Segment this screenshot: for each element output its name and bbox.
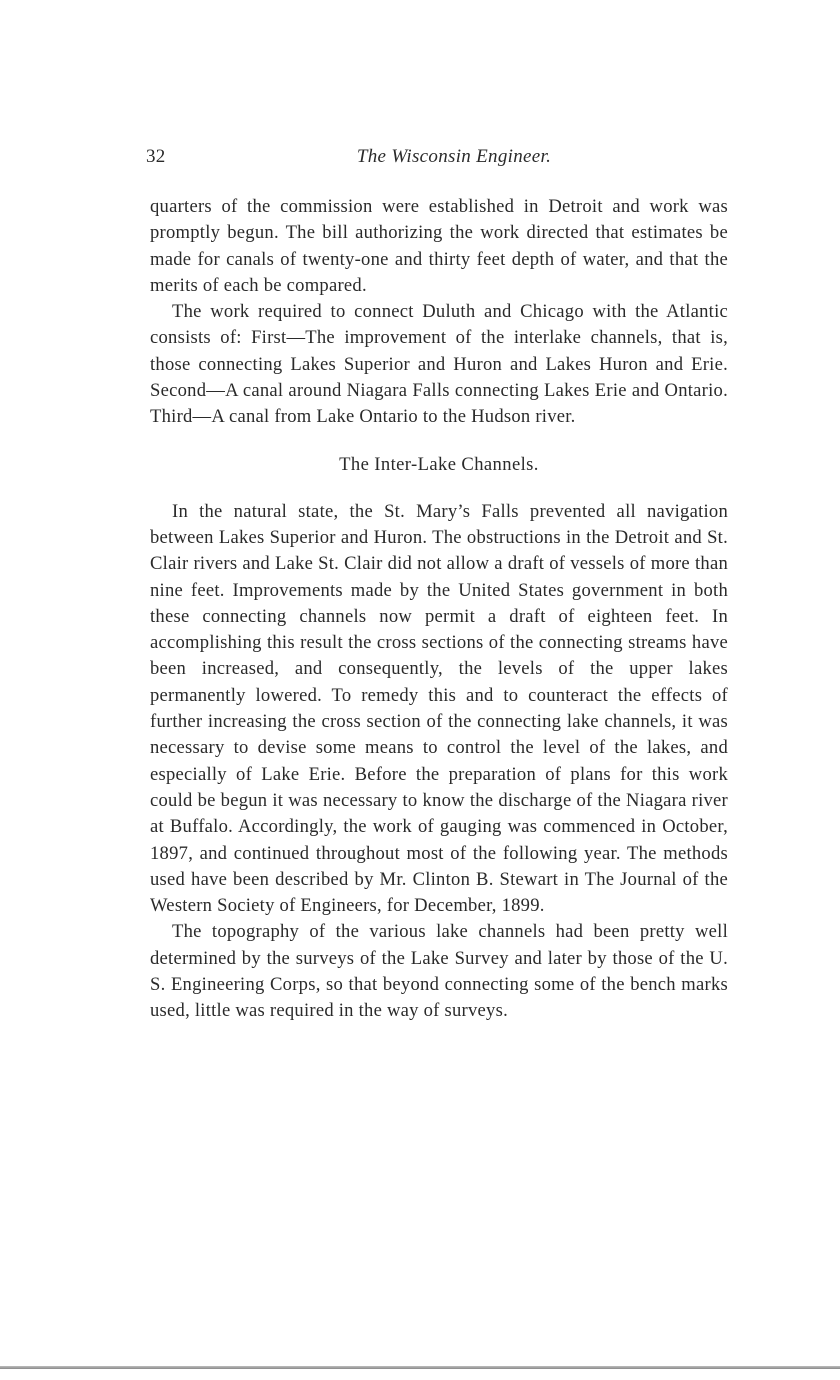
paragraph-work-required: The work required to connect Duluth and Chicago with the Atlantic consists of: First—The improvement of the interlake channels, that is, those connecting Lakes Superior and Huron and Lakes Huron and Erie. Second—A canal around Niagara Falls connecting Lakes Erie and Ontario. Third—A canal from Lake Ontario to the Hudson river.: [150, 301, 728, 428]
document-page: [146, 146, 728, 1025]
paragraph-continuation: quarters of the commission were established in Detroit and work was promptly begun. The bill authorizing the work directed that estimates be made for canals of twenty-one and thirty feet depth of water, and that the merits of each be compared.: [150, 196, 728, 296]
paragraph-natural-state: In the natural state, the St. Mary’s Falls prevented all navigation between Lakes Superior and Huron. The obstructions in the Detroit and St. Clair rivers and Lake St. Clair did not allow a draft of vessels of more than nine feet. Improvements made by the United States government in both these connecting channels now permit a draft of eighteen feet. In accomplishing this result the cross sections of the connecting streams have been increased, and consequently, the levels of the upper lakes permanently lowered. To remedy this and to counteract the effects of further increasing the cross section of the connecting lake channels, it was necessary to devise some means to control the level of the lakes, and especially of Lake Erie. Before the preparation of plans for this work could be begun it was necessary to know the discharge of the Niagara river at Buffalo. Accordingly, the work of gauging was commenced in October, 1897, and continued throughout most of the following year. The methods used have been described by Mr. Clinton B. Stewart in The Journal of the Western Society of Engineers, for December, 1899.: [150, 500, 728, 917]
scan-edge-rule: [0, 1366, 840, 1369]
running-head: [146, 146, 728, 176]
body-text: [150, 194, 728, 1025]
page-number: 32: [146, 146, 166, 167]
journal-title: The Wisconsin Engineer.: [356, 146, 552, 167]
section-heading: The Inter-Lake Channels.: [339, 453, 539, 475]
paragraph-topography: The topography of the various lake channels had been pretty well determined by the surveys of the Lake Survey and later by those of the U. S. Engineering Corps, so that beyond connecting some of the bench marks used, little was required in the way of surveys.: [150, 921, 728, 1022]
